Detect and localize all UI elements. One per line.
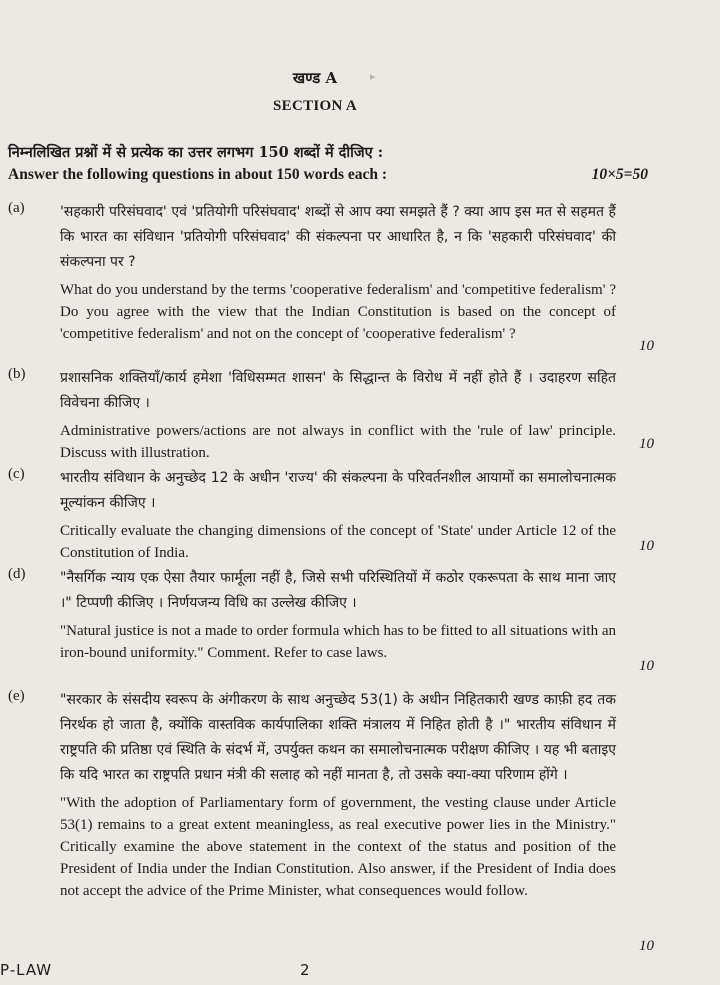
question-marks: 10 [639, 338, 654, 354]
page-number: 2 [300, 961, 310, 979]
question-marks: 10 [639, 538, 654, 554]
question-marks: 10 [639, 436, 654, 452]
question-text-hindi: 'सहकारी परिसंघवाद' एवं 'प्रतियोगी परिसंघवाद' शब्दों से आप क्या समझते हैं ? क्या आप इस मत से सहमत हैं कि भारत का संविधान 'प्रतियोगी परिसंघवाद' की संकल्पना पर आधारित है, न कि 'सहकारी परिसंघवाद' की संकल्पना पर ? [60, 204, 616, 270]
instructions-hindi: निम्नलिखित प्रश्नों में से प्रत्येक का उत्तर लगभग 150 शब्दों में दीजिए : [8, 144, 384, 161]
question-text-hindi: प्रशासनिक शक्तियाँ/कार्य हमेशा 'विधिसम्मत शासन' के सिद्धान्त के विरोध में नहीं होते हैं । उदाहरण सहित विवेचना कीजिए । [60, 370, 616, 411]
question-marks: 10 [639, 658, 654, 674]
question-text-english: "Natural justice is not a made to order formula which has to be fitted to all situations with an iron-bound uniformity." Comment. Refer to case laws. [60, 623, 616, 661]
question-text-english: Critically evaluate the changing dimensions of the concept of 'State' under Article 12 of the Constitution of India. [60, 523, 616, 561]
question-text-english: Administrative powers/actions are not always in conflict with the 'rule of law' principle. Discuss with illustration. [60, 423, 616, 461]
question-text-english: What do you understand by the terms 'cooperative federalism' and 'competitive federalism' ? Do you agree with the view that the Indian Constitution is based on the concept of 'competitive federalism' and not on the concept of 'cooperative federalism' ? [60, 282, 616, 342]
question-label: (e) [8, 688, 25, 704]
paper-code: P-LAW [0, 961, 53, 979]
question-label: (b) [8, 366, 26, 382]
instructions-english: Answer the following questions in about 150 words each : [8, 166, 388, 183]
question-text-hindi: "सरकार के संसदीय स्वरूप के अंगीकरण के साथ अनुच्छेद 53(1) के अधीन निहितकारी खण्ड काफ़ी हद तक निरर्थक हो जाता है, क्योंकि वास्तविक कार्यपालिका शक्ति मंत्रालय में निहित होती है ।" भारतीय संविधान में राष्ट्रपति की प्रतिष्ठा एवं स्थिति के संदर्भ में, उपर्युक्त कथन का समालोचनात्मक परीक्षण कीजिए । यह भी बताइए कि यदि भारत का राष्ट्रपति प्रधान मंत्री की सलाह को नहीं मानता है, तो उसके क्या-क्या परिणाम होंगे । [60, 692, 616, 783]
scan-mark-icon: ▸ [370, 70, 376, 83]
question-label: (c) [8, 466, 25, 482]
question-label: (d) [8, 566, 26, 582]
question-label: (a) [8, 200, 25, 216]
question-text-hindi: "नैसर्गिक न्याय एक ऐसा तैयार फार्मूला नहीं है, जिसे सभी परिस्थितियों में कठोर एकरूपता के साथ माना जाए ।" टिप्पणी कीजिए । निर्णयजन्य विधि का उल्लेख कीजिए । [60, 570, 616, 611]
total-marks: 10×5=50 [591, 166, 648, 183]
question-text-hindi: भारतीय संविधान के अनुच्छेद 12 के अधीन 'राज्य' की संकल्पना के परिवर्तनशील आयामों का समालोचनात्मक मूल्यांकन कीजिए । [60, 470, 616, 511]
question-marks: 10 [639, 938, 654, 954]
question-text-english: "With the adoption of Parliamentary form of government, the vesting clause under Article 53(1) remains to a great extent meaningless, as real executive power lies in the Ministry." Critically examine the above statement in the context of the status and position of the President of India under the Indian Constitution. Also answer, if the President of India does not accept the advice of the Prime Minister, what consequences would follow. [60, 795, 616, 899]
section-title: SECTION A [273, 98, 357, 114]
section-title-hindi: खण्ड A [292, 69, 338, 87]
